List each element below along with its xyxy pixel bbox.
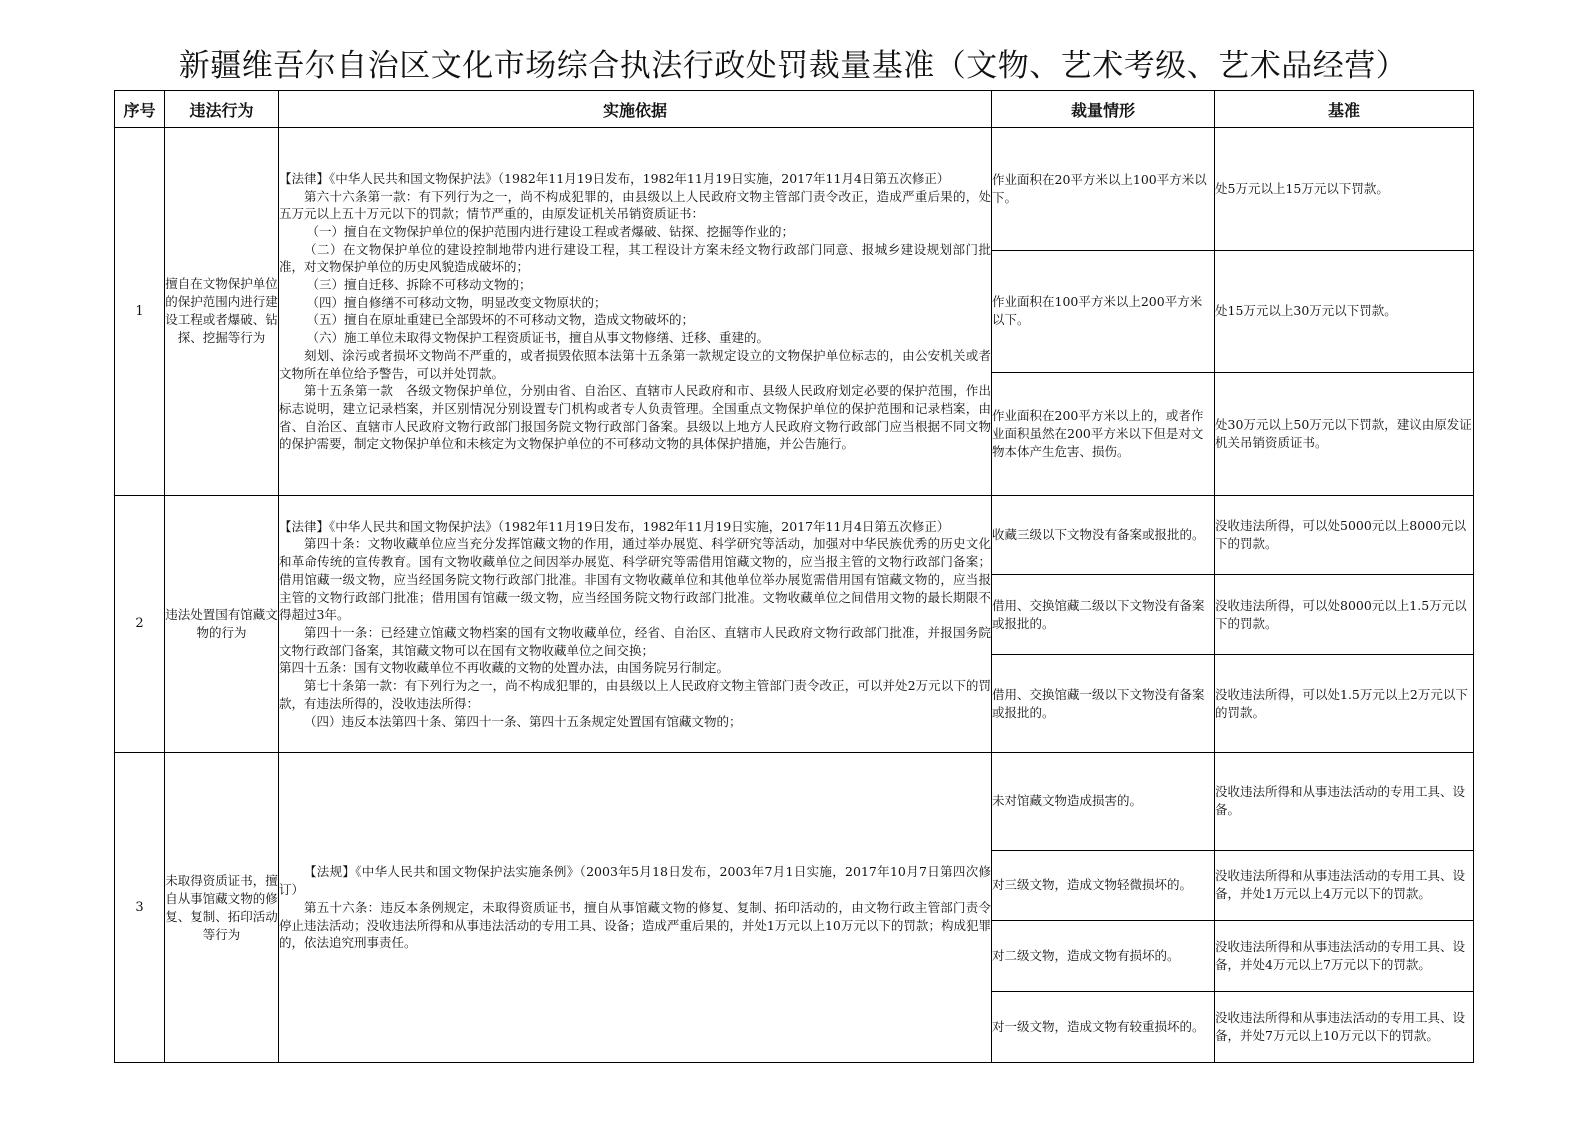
basis-item: （三）擅自迁移、拆除不可移动文物的； <box>306 277 532 293</box>
violation-behavior: 未取得资质证书，擅自从事馆藏文物的修复、复制、拓印活动等行为 <box>165 753 279 1063</box>
basis-law: 【法律】《中华人民共和国文物保护法》（1982年11月19日发布，1982年11月19日实施，2017年11月4日第五次修正） <box>279 170 950 186</box>
standard-cell: 处30万元以上50万元以下罚款，建议由原发证机关吊销资质证书。 <box>1215 373 1474 495</box>
situation-cell: 借用、交换馆藏一级以下文物没有备案或报批的。 <box>992 655 1215 753</box>
situation-cell: 借用、交换馆藏二级以下文物没有备案或报批的。 <box>992 575 1215 655</box>
situation-cell: 作业面积在20平方米以上100平方米以下。 <box>992 128 1215 250</box>
header-standard: 基准 <box>1215 91 1474 128</box>
situation-cell: 对三级文物，造成文物轻微损坏的。 <box>992 850 1215 921</box>
standard-cell: 没收违法所得和从事违法活动的专用工具、设备。 <box>1215 753 1474 850</box>
basis-paragraph: 第四十一条：已经建立馆藏文物档案的国有文物收藏单位，经省、自治区、直辖市人民政府文物行政部门批准，并报国务院文物行政部门备案，其馆藏文物可以在国有文物收藏单位之间交换； <box>279 624 991 658</box>
header-behavior: 违法行为 <box>165 91 279 128</box>
basis-law: 【法规】《中华人民共和国文物保护法实施条例》（2003年5月18日发布，2003年7月1日实施，2017年10月7日第四次修订） <box>279 864 991 898</box>
page-title: 新疆维吾尔自治区文化市场综合执法行政处罚裁量基准（文物、艺术考级、艺术品经营） <box>178 48 1408 84</box>
header-basis: 实施依据 <box>279 91 992 128</box>
situation-cell: 对二级文物，造成文物有损坏的。 <box>992 921 1215 992</box>
situation-cell: 未对馆藏文物造成损害的。 <box>992 753 1215 850</box>
standard-cell: 没收违法所得，可以处5000元以上8000元以下的罚款。 <box>1215 495 1474 575</box>
basis-paragraph: 第七十条第一款：有下列行为之一，尚不构成犯罪的，由县级以上人民政府文物主管部门责令改正，可以并处2万元以下的罚款，有违法所得的，没收违法所得： <box>279 678 991 711</box>
basis-paragraph: 第六十六条第一款：有下列行为之一，尚不构成犯罪的，由县级以上人民政府文物主管部门责令改正，造成严重后果的，处五万元以上五十万元以下的罚款；情节严重的，由原发证机关吊销资质证书： <box>279 188 991 222</box>
table-row <box>115 753 1474 850</box>
basis-item: （四）擅自修缮不可移动文物，明显改变文物原状的； <box>306 294 607 310</box>
basis-item: （四）违反本法第四十条、第四十一条、第四十五条规定处置国有馆藏文物的； <box>304 713 742 729</box>
penalty-table <box>114 90 1474 1063</box>
basis-paragraph: 第四十五条：国有文物收藏单位不再收藏的文物的处置办法，由国务院另行制定。 <box>279 660 730 676</box>
basis-law: 【法律】《中华人民共和国文物保护法》（1982年11月19日发布，1982年11月19日实施，2017年11月4日第五次修正） <box>279 518 950 534</box>
table-header-row <box>115 91 1474 128</box>
violation-behavior: 违法处置国有馆藏文物的行为 <box>165 495 279 753</box>
situation-cell: 作业面积在200平方米以上的，或者作业面积虽然在200平方米以下但是对文物本体产生危害、损伤。 <box>992 373 1215 495</box>
standard-cell: 没收违法所得，可以处8000元以上1.5万元以下的罚款。 <box>1215 575 1474 655</box>
standard-cell: 没收违法所得和从事违法活动的专用工具、设备，并处4万元以上7万元以下的罚款。 <box>1215 921 1474 992</box>
basis-paragraph: 刻划、涂污或者损坏文物尚不严重的，或者损毁依照本法第十五条第一款规定设立的文物保护单位标志的，由公安机关或者文物所在单位给予警告，可以并处罚款。 <box>279 347 991 381</box>
header-num: 序号 <box>115 91 165 128</box>
basis-item: （六）施工单位未取得文物保护工程资质证书，擅自从事文物修缮、迁移、重建的。 <box>306 330 770 346</box>
header-situation: 裁量情形 <box>992 91 1215 128</box>
situation-cell: 对一级文物，造成文物有较重损坏的。 <box>992 992 1215 1063</box>
legal-basis <box>279 128 992 495</box>
legal-basis <box>279 753 992 1063</box>
situation-cell: 作业面积在100平方米以上200平方米以下。 <box>992 250 1215 372</box>
standard-cell: 没收违法所得和从事违法活动的专用工具、设备，并处1万元以上4万元以下的罚款。 <box>1215 850 1474 921</box>
table-row <box>115 128 1474 250</box>
basis-paragraph: 第四十条：文物收藏单位应当充分发挥馆藏文物的作用，通过举办展览、科学研究等活动，加强对中华民族优秀的历史文化和革命传统的宣传教育。国有文物收藏单位之间因举办展览、科学研究等需借用馆藏文物的，应当报主管的文物行政部门备案；借用馆藏一级文物，应当经国务院文物行政部门批准。非国有文物收藏单位和其他单位举办展览需借用国有馆藏文物的，应当报主管的文物行政部门批准；借用国有馆藏一级文物，应当经国务院文物行政部门批准。文物收藏单位之间借用文物的最长期限不得超过3年。 <box>279 536 991 623</box>
basis-item: （二）在文物保护单位的建设控制地带内进行建设工程，其工程设计方案未经文物行政部门同意、报城乡建设规划部门批准，对文物保护单位的历史风貌造成破坏的； <box>279 241 991 275</box>
situation-cell: 收藏三级以下文物没有备案或报批的。 <box>992 495 1215 575</box>
basis-paragraph: 第五十六条：违反本条例规定，未取得资质证书，擅自从事馆藏文物的修复、复制、拓印活动的，由文物行政主管部门责令停止违法活动；没收违法所得和从事违法活动的专用工具、设备；造成严重后果的，并处1万元以上10万元以下的罚款；构成犯罪的，依法追究刑事责任。 <box>279 899 991 951</box>
row-number: 2 <box>115 495 165 753</box>
basis-item: （一）擅自在文物保护单位的保护范围内进行建设工程或者爆破、钻探、挖掘等作业的； <box>306 223 795 239</box>
standard-cell: 没收违法所得，可以处1.5万元以上2万元以下的罚款。 <box>1215 655 1474 753</box>
legal-basis <box>279 495 992 753</box>
standard-cell: 处15万元以上30万元以下罚款。 <box>1215 250 1474 372</box>
row-number: 3 <box>115 753 165 1063</box>
violation-behavior: 擅自在文物保护单位的保护范围内进行建设工程或者爆破、钻探、挖掘等行为 <box>165 128 279 495</box>
basis-item: （五）擅自在原址重建已全部毁坏的不可移动文物，造成文物破坏的； <box>306 312 695 328</box>
table-row <box>115 495 1474 575</box>
standard-cell: 处5万元以上15万元以下罚款。 <box>1215 128 1474 250</box>
basis-paragraph: 第十五条第一款 各级文物保护单位，分别由省、自治区、直辖市人民政府和市、县级人民政府划定必要的保护范围，作出标志说明，建立记录档案，并区别情况分别设置专门机构或者专人负责管理。全国重点文物保护单位的保护范围和记录档案，由省、自治区、直辖市人民政府文物行政部门报国务院文物行政部门备案。县级以上地方人民政府文物行政部门应当根据不同文物的保护需要，制定文物保护单位和未核定为文物保护单位的不可移动文物的具体保护措施，并公告施行。 <box>279 383 991 452</box>
standard-cell: 没收违法所得和从事违法活动的专用工具、设备，并处7万元以上10万元以下的罚款。 <box>1215 992 1474 1063</box>
row-number: 1 <box>115 128 165 495</box>
